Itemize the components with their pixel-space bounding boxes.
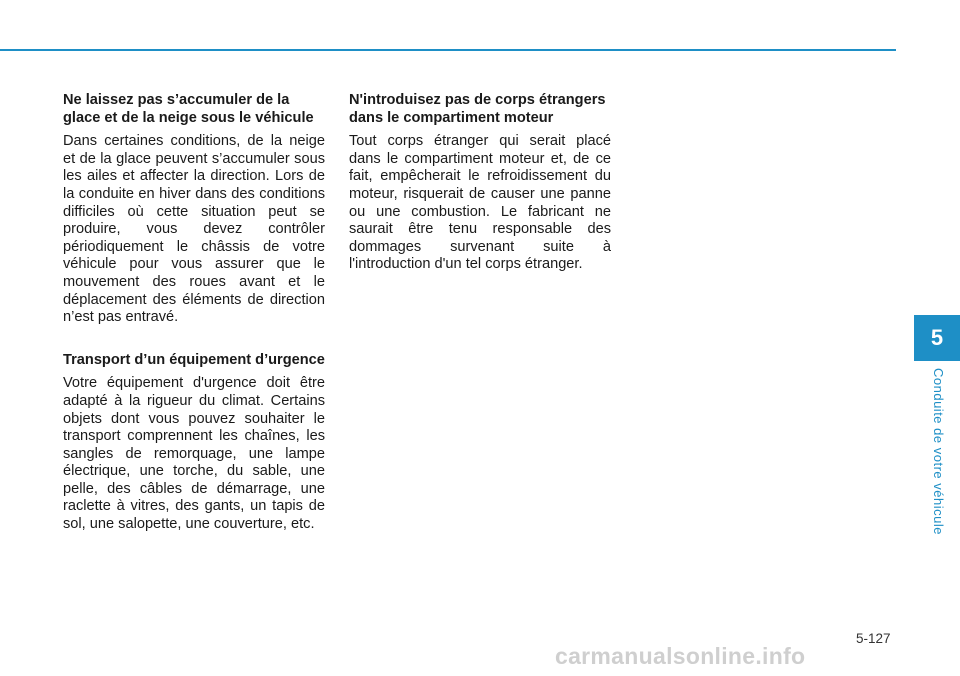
- section-body-ice-snow: Dans certaines conditions, de la neige et de la glace peuvent s’accumuler sous les ailes et affecter la direction. Lors de la conduite en hiver dans des conditions difficiles où cette situation peut se produire, vous devez contrôler périodiquement le châssis de votre véhicule pour vous assurer que le mouvement des roues avant et le déplacement des éléments de direction n’est pas entravé.: [63, 133, 325, 326]
- section-heading-ice-snow: Ne laissez pas s’accumuler de la glace et de la neige sous le véhicule: [63, 92, 314, 126]
- section-body-foreign-objects: Tout corps étranger qui serait placé dans le compartiment moteur et, de ce fait, empêcherait le refroidissement du moteur, risquerait de causer une panne ou une combustion. Le fabricant ne saurait être tenu responsable des dommages survenant suite à l'introduction d'un tel corps étranger.: [349, 133, 611, 273]
- section-body-emergency-equipment: Votre équipement d'urgence doit être adapté à la rigueur du climat. Certains objets dont vous pouvez souhaiter le transport comprennent les chaînes, les sangles de remorquage, une lampe électrique, une torche, du sable, une pelle, des câbles de démarrage, une raclette à vitres, des gants, un tapis de sol, une salopette, une couverture, etc.: [63, 375, 325, 533]
- page-number: 5-127: [856, 631, 891, 646]
- right-column: [349, 92, 611, 274]
- section-heading-foreign-objects: N'introduisez pas de corps étrangers dans le compartiment moteur: [349, 92, 606, 126]
- section-heading-emergency-equipment: Transport d’un équipement d’urgence: [63, 351, 325, 368]
- chapter-number: 5: [930, 325, 944, 350]
- left-column: [63, 92, 325, 534]
- chapter-title: Conduite de votre véhicule: [931, 368, 946, 535]
- chapter-number-tab[interactable]: [914, 315, 960, 361]
- header-rule: [0, 49, 896, 51]
- watermark: carmanualsonline.info: [555, 643, 806, 669]
